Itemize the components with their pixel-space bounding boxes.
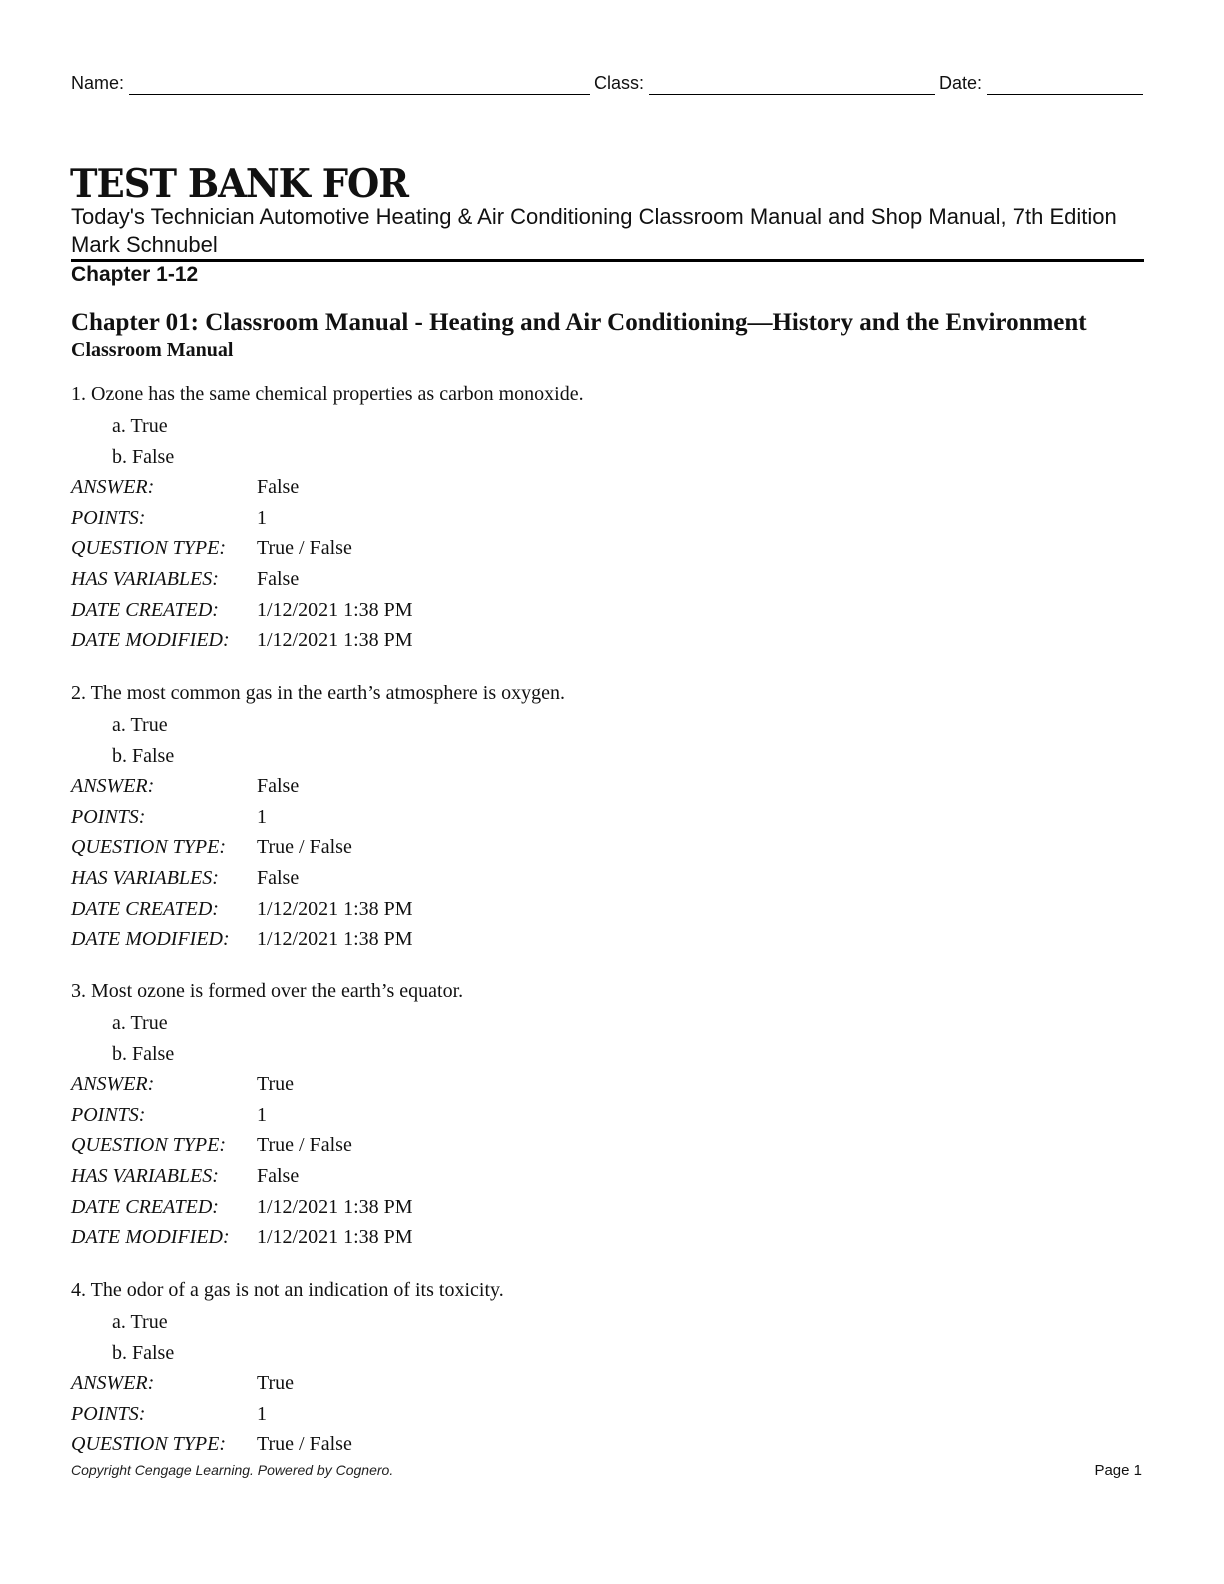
has-variables-value: False [257, 867, 300, 890]
question-type-row [71, 1130, 1151, 1161]
answer-value: False [257, 775, 300, 797]
has-variables-value: False [257, 568, 300, 591]
answer-label: ANSWER: [71, 1073, 155, 1095]
document-subtitle: Today's Technician Automotive Heating & Air Conditioning Classroom Manual and Shop Manual, 7th Edition Mark Schnubel [71, 204, 1117, 257]
answer-row [71, 472, 1151, 503]
question-type-value: True / False [257, 537, 352, 560]
date-created-label: DATE CREATED: [71, 897, 219, 920]
points-row [71, 802, 1151, 833]
question-type-row [71, 533, 1151, 564]
date-modified-row [71, 1222, 1151, 1253]
class-label: Class: [594, 73, 645, 93]
chapter-heading: Chapter 01: Classroom Manual - Heating and Air Conditioning—History and the Environment [71, 309, 1087, 336]
points-row [71, 503, 1151, 534]
answer-value: False [257, 476, 300, 498]
class-field[interactable] [649, 94, 935, 95]
date-created-value: 1/12/2021 1:38 PM [257, 1195, 413, 1218]
points-value: 1 [257, 1103, 267, 1126]
has-variables-label: HAS VARIABLES: [71, 568, 219, 591]
answer-row [71, 1368, 1151, 1399]
points-value: 1 [257, 1402, 267, 1425]
date-modified-row [71, 924, 1151, 955]
answer-row [71, 771, 1151, 802]
section-heading: Classroom Manual [71, 339, 234, 361]
question-3 [71, 978, 1151, 1253]
date-created-row [71, 894, 1151, 925]
date-modified-label: DATE MODIFIED: [71, 1226, 230, 1249]
title-divider [71, 259, 1144, 262]
points-value: 1 [257, 506, 267, 529]
name-label: Name: [71, 73, 125, 93]
option-false: b. False [112, 744, 175, 767]
document-title: TEST BANK FOR [70, 160, 408, 207]
date-modified-row [71, 625, 1151, 656]
chapter-range: Chapter 1-12 [71, 263, 199, 286]
date-modified-label: DATE MODIFIED: [71, 629, 230, 652]
points-row [71, 1399, 1151, 1430]
points-label: POINTS: [71, 1402, 146, 1425]
option-true: a. True [112, 1311, 168, 1333]
date-modified-value: 1/12/2021 1:38 PM [257, 1226, 413, 1249]
date-created-label: DATE CREATED: [71, 1195, 219, 1218]
points-value: 1 [257, 805, 267, 828]
answer-row [71, 1069, 1151, 1100]
option-true: a. True [112, 1012, 168, 1034]
question-type-value: True / False [257, 1433, 352, 1456]
answer-label: ANSWER: [71, 1372, 155, 1394]
option-false: b. False [112, 1341, 175, 1364]
has-variables-value: False [257, 1165, 300, 1188]
option-false: b. False [112, 1042, 175, 1065]
option-true: a. True [112, 714, 168, 736]
name-field[interactable] [129, 94, 590, 95]
date-modified-label: DATE MODIFIED: [71, 928, 230, 951]
date-created-row [71, 595, 1151, 626]
date-created-label: DATE CREATED: [71, 598, 219, 621]
question-2 [71, 680, 1151, 955]
date-label: Date: [939, 73, 983, 93]
points-row [71, 1100, 1151, 1131]
has-variables-row [71, 564, 1151, 595]
points-label: POINTS: [71, 1103, 146, 1126]
question-type-label: QUESTION TYPE: [71, 1433, 227, 1456]
question-type-label: QUESTION TYPE: [71, 836, 227, 859]
points-label: POINTS: [71, 805, 146, 828]
has-variables-label: HAS VARIABLES: [71, 867, 219, 890]
points-label: POINTS: [71, 506, 146, 529]
option-false: b. False [112, 445, 175, 468]
has-variables-label: HAS VARIABLES: [71, 1165, 219, 1188]
date-modified-value: 1/12/2021 1:38 PM [257, 629, 413, 652]
question-stem: 4. The odor of a gas is not an indication of its toxicity. [71, 1279, 504, 1301]
answer-label: ANSWER: [71, 775, 155, 797]
question-type-label: QUESTION TYPE: [71, 1134, 227, 1157]
page-number: Page 1 [1094, 1462, 1142, 1479]
question-type-value: True / False [257, 836, 352, 859]
answer-label: ANSWER: [71, 476, 155, 498]
question-type-row [71, 832, 1151, 863]
question-type-value: True / False [257, 1134, 352, 1157]
question-stem: 1. Ozone has the same chemical properties as carbon monoxide. [71, 383, 584, 405]
date-created-value: 1/12/2021 1:38 PM [257, 897, 413, 920]
student-info-header [71, 73, 1143, 97]
copyright-footer: Copyright Cengage Learning. Powered by Cognero. [71, 1462, 394, 1478]
question-stem: 3. Most ozone is formed over the earth’s equator. [71, 980, 464, 1002]
has-variables-row [71, 863, 1151, 894]
question-stem: 2. The most common gas in the earth’s atmosphere is oxygen. [71, 682, 565, 704]
date-created-row [71, 1192, 1151, 1223]
answer-value: True [257, 1073, 295, 1095]
date-created-value: 1/12/2021 1:38 PM [257, 598, 413, 621]
date-modified-value: 1/12/2021 1:38 PM [257, 928, 413, 951]
question-type-label: QUESTION TYPE: [71, 537, 227, 560]
option-true: a. True [112, 415, 168, 437]
has-variables-row [71, 1161, 1151, 1192]
question-type-row [71, 1429, 1151, 1460]
question-4 [71, 1277, 1151, 1460]
date-field[interactable] [987, 94, 1143, 95]
answer-value: True [257, 1372, 295, 1394]
question-1 [71, 381, 1151, 656]
